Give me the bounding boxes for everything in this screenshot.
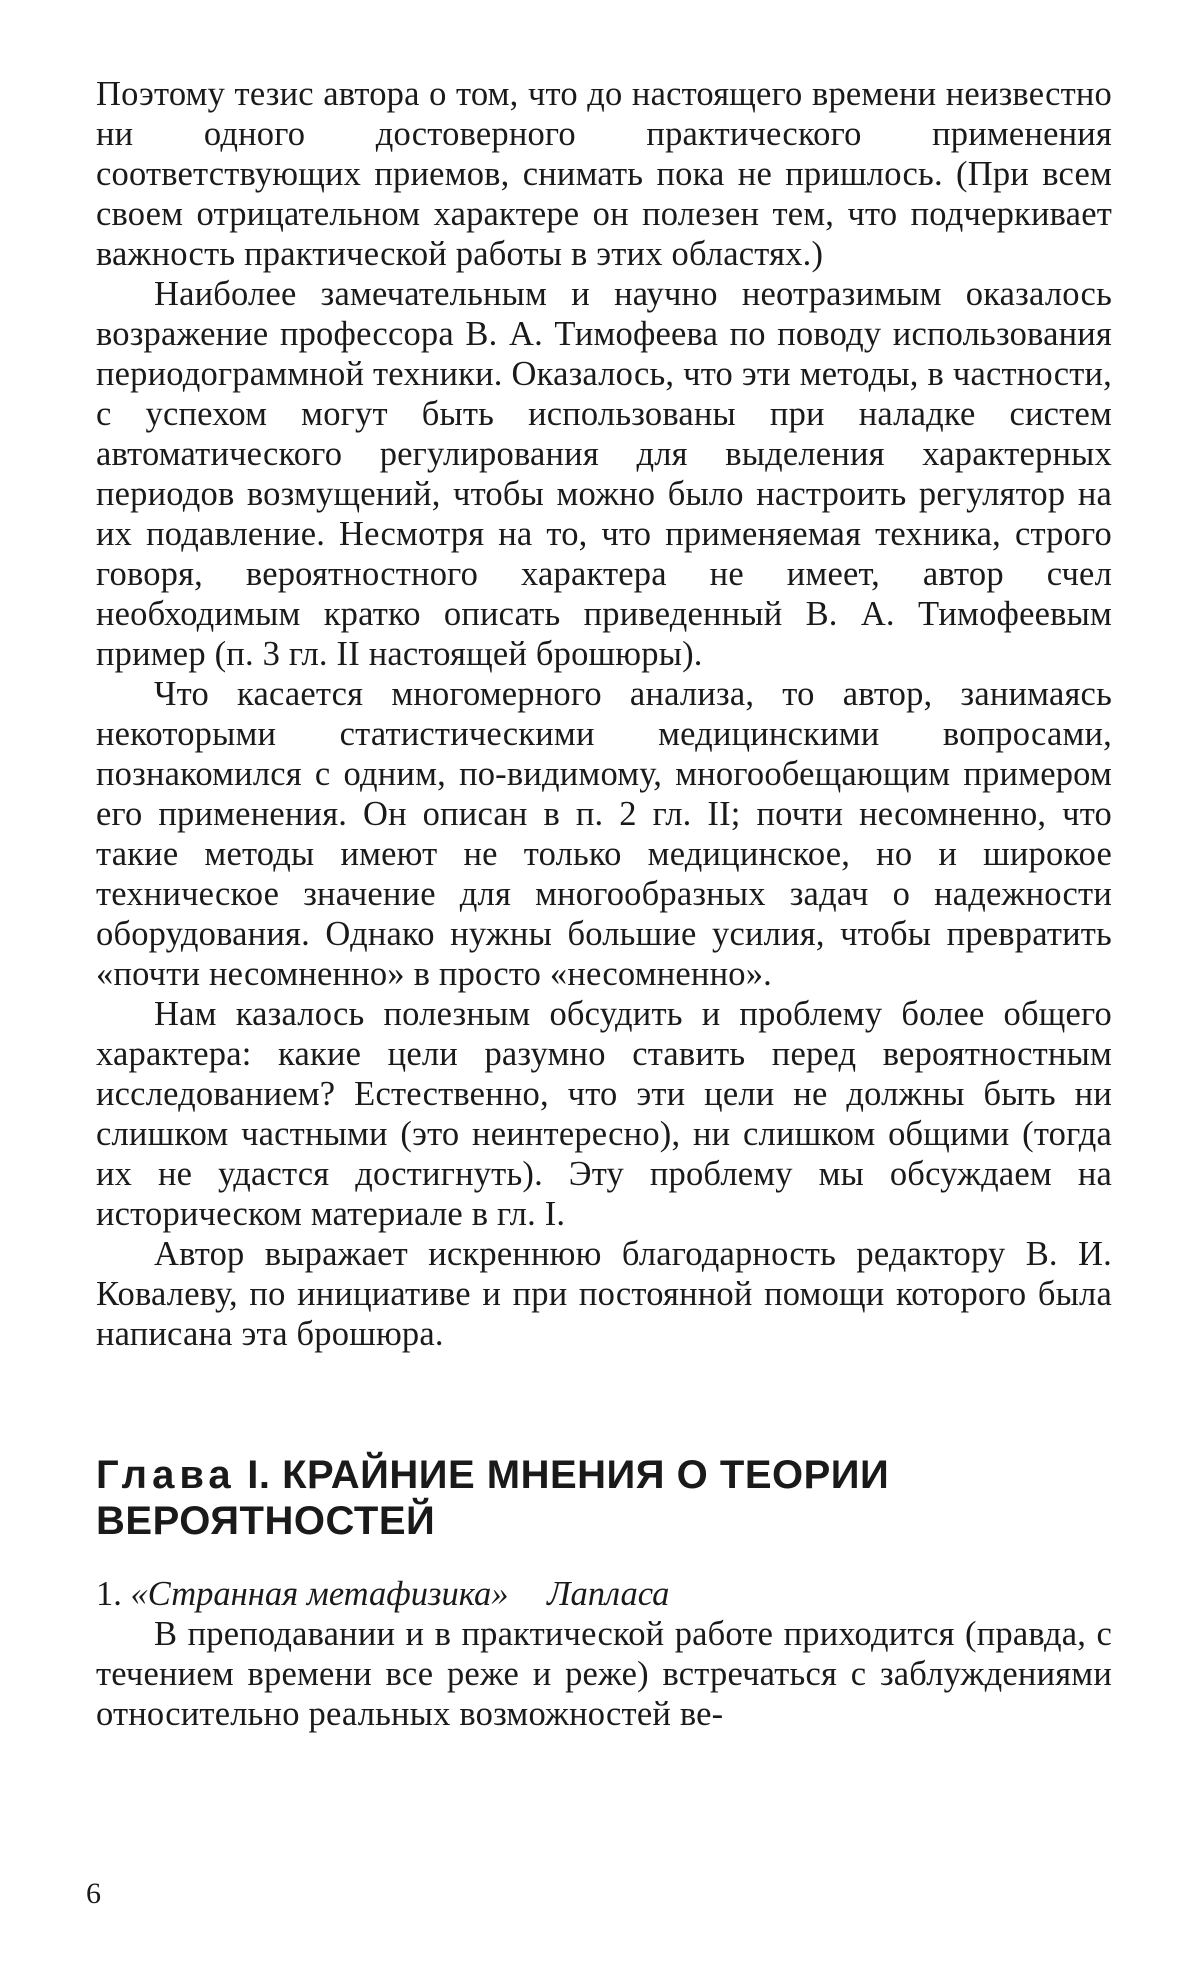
- section-number: 1.: [96, 1575, 122, 1613]
- section-author: Лапласа: [547, 1575, 670, 1613]
- section-paragraph: В преподавании и в практической работе приходится (правда, с течением времени все реже и реже) встречаться с заблуждениями относительно реальных возможностей ве-: [96, 1615, 1112, 1733]
- paragraph-4: Нам казалось полезным обсудить и проблему более общего характера: какие цели разумно ставить перед вероятностным исследованием? Естественно, что эти цели не должны быть ни слишком частными (это неинтересно), ни слишком общими (тогда их не удастся достигнуть). Эту проблему мы обсуждаем на историческом материале в гл. I.: [96, 995, 1112, 1233]
- page-number: 6: [86, 1877, 101, 1910]
- paragraph-1: Поэтому тезис автора о том, что до настоящего времени неизвестно ни одного достоверного практического применения соответствующих приемов, снимать пока не пришлось. (При всем своем отрицательном характере он полезен тем, что подчеркивает важность практической работы в этих областях.): [96, 75, 1112, 273]
- chapter-title: I. КРАЙНИЕ МНЕНИЯ О ТЕОРИИ ВЕРОЯТНОСТЕЙ: [96, 1453, 890, 1543]
- chapter-label: Глава: [96, 1453, 236, 1497]
- section-heading: [96, 1574, 1112, 1614]
- paragraph-2: Наиболее замечательным и научно неотразимым оказалось возражение профессора В. А. Тимофеева по поводу использования периодограммной техники. Оказалось, что эти методы, в частности, с успехом могут быть использованы при наладке систем автоматического регулирования для выделения характерных периодов возмущений, чтобы можно было настроить регулятор на их подавление. Несмотря на то, что применяемая техника, строго говоря, вероятностного характера не имеет, автор счел необходимым кратко описать приведенный В. А. Тимофеевым пример (п. 3 гл. II настоящей брошюры).: [96, 275, 1112, 673]
- paragraph-3: Что касается многомерного анализа, то автор, занимаясь некоторыми статистическими медицинскими вопросами, познакомился с одним, по-видимому, многообещающим примером его применения. Он описан в п. 2 гл. II; почти несомненно, что такие методы имеют не только медицинское, но и широкое техническое значение для многообразных задач о надежности оборудования. Однако нужны большие усилия, чтобы превратить «почти несомненно» в просто «несомненно».: [96, 675, 1112, 993]
- section-title: «Странная метафизика»: [130, 1575, 509, 1613]
- chapter-heading: [96, 1452, 1112, 1544]
- page-body: [96, 74, 1112, 1734]
- paragraph-5: Автор выражает искреннюю благодарность редактору В. И. Ковалеву, по инициативе и при постоянной помощи которого была написана эта брошюра.: [96, 1235, 1112, 1353]
